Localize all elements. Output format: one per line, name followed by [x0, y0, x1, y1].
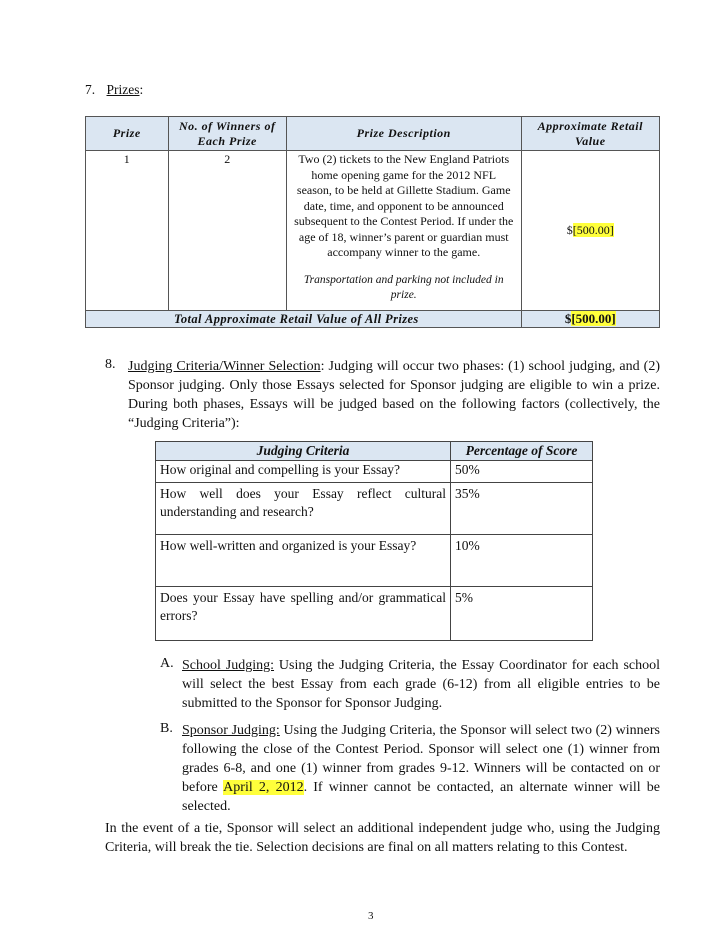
value-header: Approximate Retail Value — [521, 117, 659, 151]
prize-rank: 1 — [86, 151, 169, 311]
section-7-colon: : — [139, 82, 144, 97]
judging-criteria-table — [155, 441, 593, 641]
winners-header: No. of Winners of Each Prize — [168, 117, 286, 151]
criteria-header: Judging Criteria — [156, 442, 451, 461]
criteria-percentage: 10% — [451, 535, 593, 587]
criteria-table-header — [156, 442, 593, 461]
criteria-percentage: 5% — [451, 587, 593, 641]
percentage-header: Percentage of Score — [451, 442, 593, 461]
criteria-text: Does your Essay have spelling and/or grammatical errors? — [156, 587, 451, 641]
criteria-row — [156, 535, 593, 587]
criteria-text: How well-written and organized is your Essay? — [156, 535, 451, 587]
prize-description-cell — [286, 151, 521, 311]
prize-note: Transportation and parking not included in prize. — [303, 273, 504, 301]
prize-winner-count: 2 — [168, 151, 286, 311]
sub-b-label: B. — [160, 721, 173, 736]
section-7-title: Prizes — [106, 82, 140, 97]
section-8-number: 8. — [105, 357, 116, 372]
section-7-heading — [85, 82, 143, 98]
sub-b-text: Using the Judging Criteria, the Sponsor will select two (2) winners following the close of the Contest Period. Sponsor will select one (1) winner from grades 6-8, and one (1) winner from grades 9-12. Winners will be contacted on or before — [182, 723, 660, 795]
prize-header: Prize — [86, 117, 169, 151]
prize-value-cell — [521, 151, 659, 311]
prize-value: [500.00] — [572, 223, 614, 237]
page-number: 3 — [368, 910, 374, 922]
sub-b-text-after: . If winner cannot be contacted, an alternate winner will be selected. — [182, 780, 661, 814]
prize-value-prefix: $ — [566, 223, 573, 237]
criteria-row — [156, 461, 593, 483]
sub-a-title: School Judging: — [182, 658, 275, 673]
total-label: Total Approximate Retail Value of All Prizes — [86, 311, 522, 328]
criteria-text: How original and compelling is your Essay? — [156, 461, 451, 483]
prize-table — [85, 116, 660, 328]
total-value-prefix: $ — [564, 311, 572, 326]
tie-paragraph: In the event of a tie, Sponsor will select an additional independent judge who, using the Judging Criteria, will break the tie. Selection decisions are final on all matters relating to this Contest. — [105, 821, 660, 855]
criteria-row — [156, 483, 593, 535]
total-value-cell — [521, 311, 659, 328]
description-header: Prize Description — [286, 117, 521, 151]
section-8-paragraph — [128, 357, 660, 433]
prize-total-row — [86, 311, 660, 328]
sub-a-paragraph — [182, 656, 660, 713]
sub-a-label: A. — [160, 656, 174, 671]
section-8-title: Judging Criteria/Winner Selection — [128, 359, 321, 374]
prize-table-header — [86, 117, 660, 151]
contact-date: April 2, 2012 — [223, 780, 304, 795]
section-8-text: : Judging will occur two phases: (1) school judging, and (2) Sponsor judging. Only those Essays selected for Sponsor judging are eligible to win a prize. During both phases, Essays will be judged based on the following factors (collectively, the “Judging Criteria”): — [128, 359, 660, 431]
sub-b-paragraph — [182, 721, 660, 816]
total-value: [500.00] — [571, 311, 616, 326]
criteria-percentage: 50% — [451, 461, 593, 483]
sub-b-title: Sponsor Judging: — [182, 723, 280, 738]
section-7-number: 7. — [85, 82, 96, 97]
sub-a-text: Using the Judging Criteria, the Essay Coordinator for each school will select the best Essay from each grade (6-12) from all eligible entries to be submitted to the Sponsor for Sponsor Judging. — [182, 658, 660, 711]
prize-row — [86, 151, 660, 311]
prize-description: Two (2) tickets to the New England Patriots home opening game for the 2012 NFL season, to be held at Gillette Stadium. Game date, time, and opponent to be announced subsequent to the Contest Period. If under the age of 18, winner’s parent or guardian must accompany winner to the game. — [294, 152, 514, 259]
criteria-percentage: 35% — [451, 483, 593, 535]
criteria-row — [156, 587, 593, 641]
criteria-text: How well does your Essay reflect cultural understanding and research? — [156, 483, 451, 535]
